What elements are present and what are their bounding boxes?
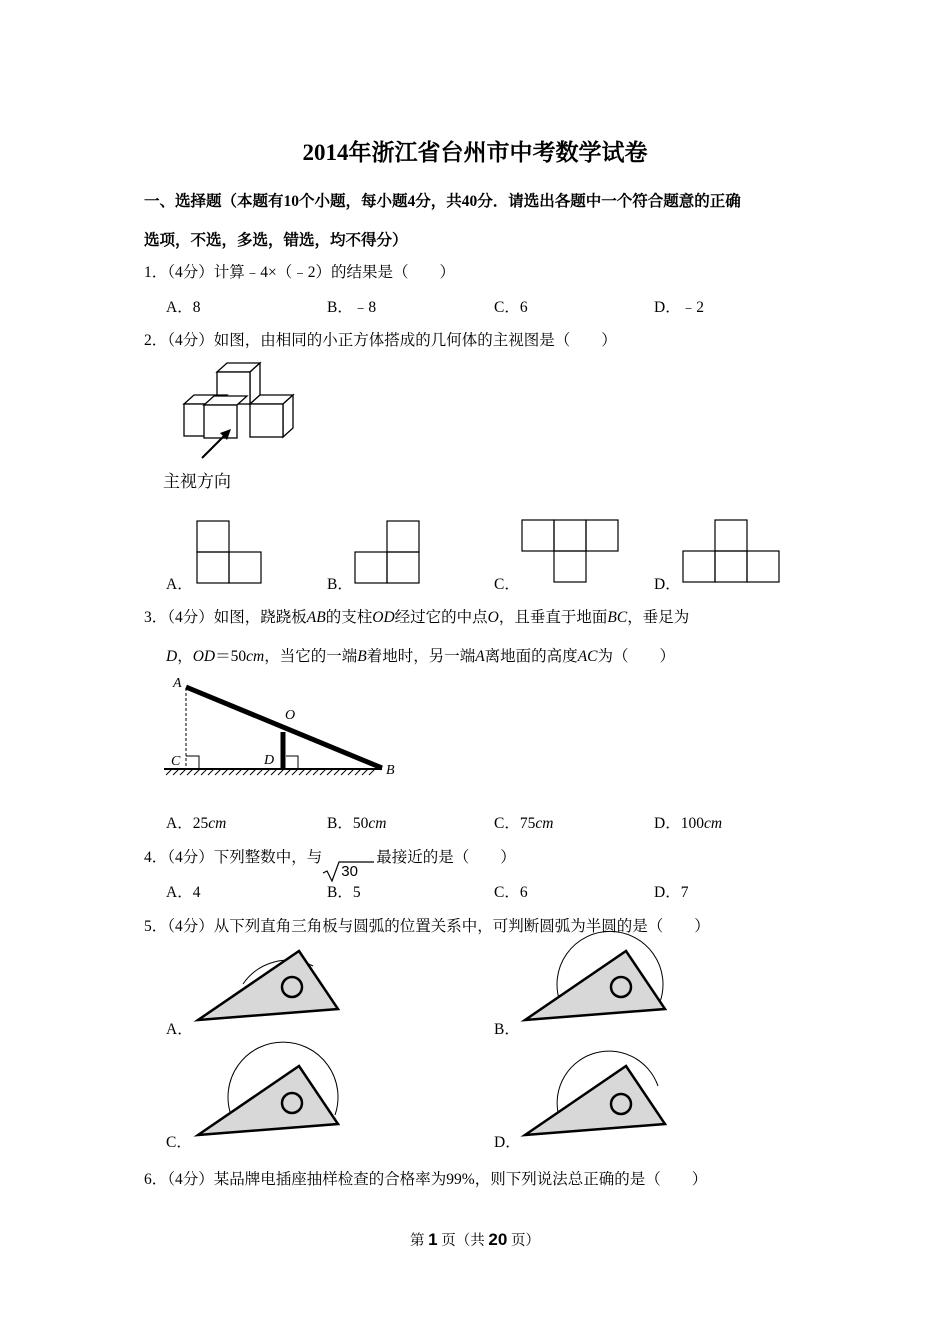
radicand: 30 [341, 863, 358, 880]
text: 经过它的中点 [394, 609, 488, 626]
var: B [357, 648, 367, 665]
section-heading-line2: 选项，不选，多选，错选，均不得分） [144, 232, 408, 249]
question-text: 如图，由相同的小正方体搭成的几何体的主视图是（ ） [213, 332, 617, 349]
q4-option-c: C．6 [494, 884, 528, 901]
text: 着地时，另一端 [366, 648, 476, 665]
text: ， [177, 648, 193, 665]
question-4 [144, 845, 516, 880]
q3-option-a [166, 811, 226, 833]
q2-option-a: A． [166, 576, 193, 593]
var: A [475, 648, 485, 665]
q1-option-d: D．﹣2 [654, 299, 704, 316]
question-score: （4分） [167, 849, 214, 866]
q3-option-c [494, 811, 553, 833]
q1-option-a: A．8 [166, 299, 201, 316]
q4-option-a: A．4 [166, 884, 201, 901]
point-label-o: O [285, 708, 296, 723]
question-number: 6． [144, 1171, 168, 1188]
question-score: （4分） [167, 609, 214, 626]
option-value: 100 [680, 815, 704, 832]
text: 的支柱 [325, 609, 373, 626]
text: ，且垂直于地面 [498, 609, 608, 626]
point-label-d: D [264, 753, 275, 768]
unit: cm [246, 648, 265, 665]
q4-option-d: D．7 [654, 884, 689, 901]
q5-figure-b [522, 942, 672, 1027]
seesaw-figure [160, 670, 405, 785]
question-score: （4分） [167, 918, 214, 935]
option-letter: D． [654, 815, 681, 832]
footer-text: 页） [507, 1233, 540, 1249]
section-heading-line1: 一、选择题（本题有10个小题，每小题4分，共40分．请选出各题中一个符合题意的正确 [144, 193, 741, 210]
text: ，当它的一端 [264, 648, 358, 665]
question-6 [144, 1167, 707, 1189]
total-pages: 20 [488, 1230, 508, 1249]
var: D [166, 648, 178, 665]
q5-figure-d [522, 1058, 672, 1138]
question-3-line1 [144, 605, 689, 627]
question-text: 从下列直角三角板与圆弧的位置关系中，可判断圆弧为半圆的是（ ） [213, 918, 710, 935]
q1-option-c: C．6 [494, 299, 528, 316]
var: OD [372, 609, 395, 626]
q1-option-b: B．﹣8 [327, 299, 377, 316]
question-number: 3． [144, 609, 168, 626]
q3-option-d [654, 811, 722, 833]
question-text: 最接近的是（ ） [376, 849, 516, 866]
question-score: （4分） [167, 1171, 214, 1188]
current-page-number: 1 [428, 1230, 438, 1249]
question-score: （4分） [167, 264, 214, 281]
var: AC [577, 648, 598, 665]
page-title: 2014年浙江省台州市中考数学试卷 [302, 140, 648, 165]
q2-option-c: C． [494, 576, 520, 593]
q5-figure-c [195, 1055, 345, 1140]
q5-option-c: C． [166, 1134, 192, 1151]
option-value: 50 [352, 815, 369, 832]
question-3-line2 [166, 644, 675, 666]
option-unit: cm [208, 815, 227, 832]
q5-figure-a [195, 944, 345, 1024]
view-direction-caption: 主视方向 [163, 472, 231, 491]
question-number: 2． [144, 332, 168, 349]
option-unit: cm [368, 815, 387, 832]
question-number: 5． [144, 918, 168, 935]
option-unit: cm [535, 815, 554, 832]
q5-option-d: D． [494, 1134, 521, 1151]
question-score: （4分） [167, 332, 214, 349]
q2-view-b [355, 521, 421, 585]
var: BC [607, 609, 628, 626]
option-unit: cm [703, 815, 723, 832]
point-label-c: C [171, 754, 181, 769]
footer-text: 第 [410, 1233, 429, 1249]
text: 为（ ） [597, 648, 676, 665]
page-footer [0, 1229, 950, 1250]
q5-option-a: A． [166, 1021, 193, 1038]
q5-option-b: B． [494, 1021, 520, 1038]
question-text: 下列整数中，与 [213, 849, 323, 866]
text: ，垂足为 [627, 609, 690, 626]
q2-view-c [522, 520, 620, 584]
option-letter: A． [166, 815, 193, 832]
option-value: 25 [192, 815, 209, 832]
point-label-a: A [173, 676, 182, 691]
question-1 [144, 260, 455, 282]
q2-view-a [197, 521, 263, 585]
option-letter: C． [494, 815, 520, 832]
q2-option-b: B． [327, 576, 353, 593]
q3-option-b [327, 811, 386, 833]
question-text: 计算﹣4×（﹣2）的结果是（ ） [213, 264, 456, 281]
footer-text: 页（共 [437, 1233, 489, 1249]
text: 如图，跷跷板 [213, 609, 307, 626]
text: 离地面的高度 [484, 648, 578, 665]
cube-stack-figure [176, 362, 306, 462]
option-letter: B． [327, 815, 353, 832]
q4-option-b: B．5 [327, 884, 361, 901]
var: OD [192, 648, 216, 665]
text: ＝50 [215, 648, 247, 665]
question-number: 1． [144, 264, 168, 281]
q2-view-d [683, 520, 781, 584]
question-2 [144, 328, 617, 350]
q2-option-d: D． [654, 576, 681, 593]
question-5 [144, 914, 710, 936]
question-number: 4． [144, 849, 168, 866]
var: O [487, 609, 499, 626]
point-label-b: B [386, 763, 395, 778]
option-value: 75 [519, 815, 536, 832]
var: AB [306, 609, 326, 626]
question-text: 某品牌电插座抽样检查的合格率为99%，则下列说法总正确的是（ ） [213, 1171, 708, 1188]
